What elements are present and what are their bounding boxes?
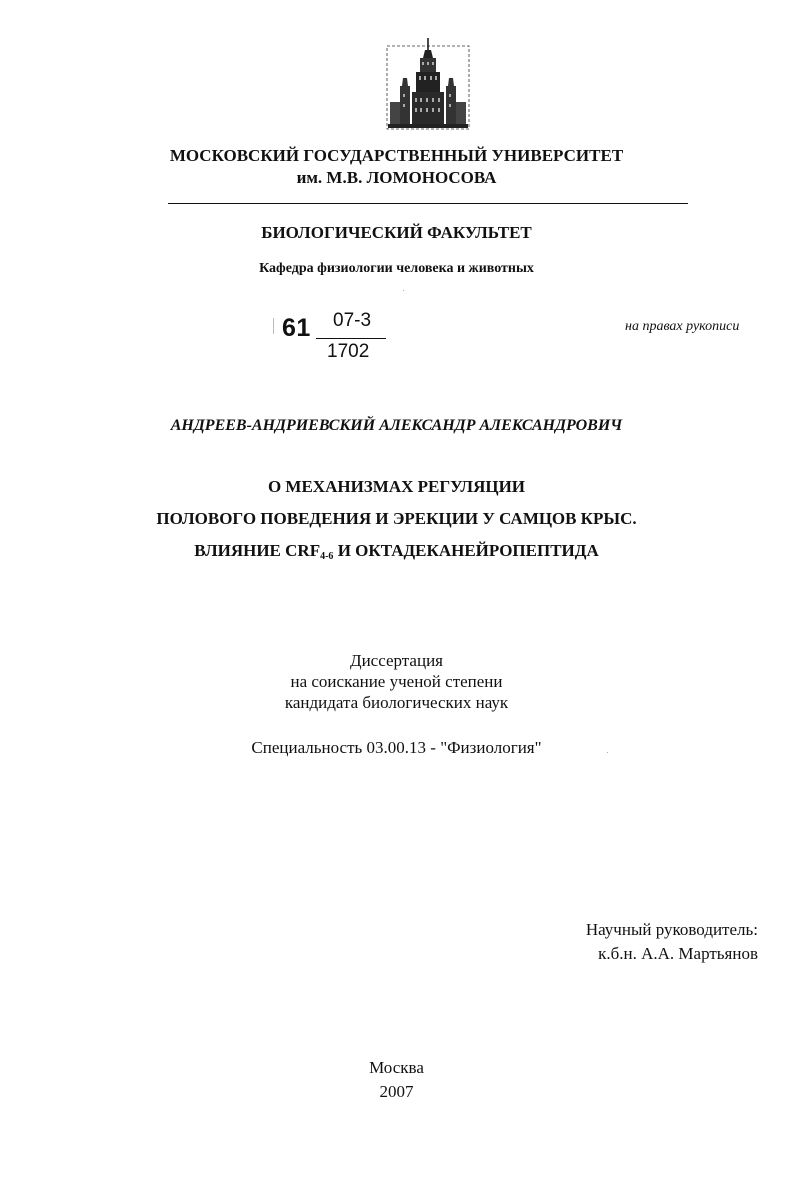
city-year bbox=[0, 1056, 793, 1104]
degree-line3: кандидата биологических наук bbox=[284, 693, 509, 712]
catalog-fraction-line bbox=[316, 338, 386, 339]
header-divider bbox=[168, 203, 688, 204]
title-line3 bbox=[0, 535, 793, 573]
dissertation-title bbox=[0, 471, 793, 573]
faculty-name: БИОЛОГИЧЕСКИЙ ФАКУЛЬТЕТ bbox=[261, 223, 532, 242]
catalog-prefix: 61 bbox=[282, 314, 311, 342]
city: Москва bbox=[369, 1058, 424, 1077]
title-line3-start: ВЛИЯНИЕ CRF bbox=[194, 541, 321, 560]
manuscript-note: на правах рукописи bbox=[625, 319, 740, 334]
scan-mark bbox=[273, 318, 274, 334]
specialty-line: Специальность 03.00.13 - "Физиология" bbox=[251, 738, 542, 757]
catalog-numerator: 07-3 bbox=[333, 310, 372, 331]
university-name-line2: им. М.В. ЛОМОНОСОВА bbox=[296, 168, 497, 187]
msu-main-building-icon bbox=[386, 38, 470, 130]
university-name-line1: МОСКОВСКИЙ ГОСУДАРСТВЕННЫЙ УНИВЕРСИТЕТ bbox=[169, 146, 624, 165]
title-line3-end: И ОКТАДЕКАНЕЙРОПЕПТИДА bbox=[333, 541, 599, 560]
advisor-name: к.б.н. А.А. Мартьянов bbox=[598, 944, 758, 963]
degree-line1: Диссертация bbox=[349, 651, 443, 670]
degree-statement bbox=[0, 650, 793, 713]
university-name bbox=[0, 145, 793, 189]
scan-speck bbox=[403, 290, 404, 291]
title-subscript: 4-6 bbox=[320, 551, 334, 562]
advisor-label: Научный руководитель: bbox=[585, 920, 758, 939]
title-line2: ПОЛОВОГО ПОВЕДЕНИЯ И ЭРЕКЦИИ У САМЦОВ КРЫС. bbox=[156, 509, 637, 528]
author-name: АНДРЕЕВ-АНДРИЕВСКИЙ АЛЕКСАНДР АЛЕКСАНДРОВИЧ bbox=[170, 417, 623, 434]
title-line1: О МЕХАНИЗМАХ РЕГУЛЯЦИИ bbox=[267, 477, 526, 496]
department-name: Кафедра физиологии человека и животных bbox=[259, 261, 534, 276]
year: 2007 bbox=[379, 1082, 414, 1101]
scan-speck bbox=[607, 752, 608, 753]
advisor-block bbox=[530, 918, 758, 966]
degree-line2: на соискание ученой степени bbox=[290, 672, 503, 691]
catalog-denominator: 1702 bbox=[327, 341, 370, 362]
